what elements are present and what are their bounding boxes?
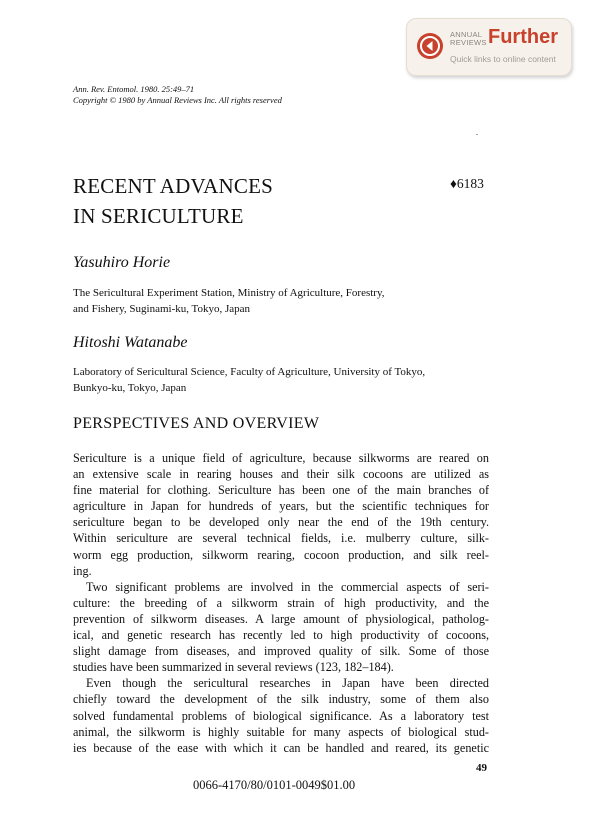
body-text <box>73 450 489 756</box>
body-line: Even though the sericultural researches in Japan have been directed <box>86 676 489 691</box>
body-line: prevention of silkworm diseases. A large amount of physiological, patholog- <box>73 611 489 626</box>
quick-links-label: Quick links to online content <box>450 54 556 64</box>
author-name: Hitoshi Watanabe <box>73 334 188 351</box>
author-name: Yasuhiro Horie <box>73 254 171 271</box>
body-line: agriculture in Japan for hundreds of years, but the scientific techniques for <box>73 499 489 514</box>
body-line: Two significant problems are involved in the commercial aspects of seri- <box>86 579 489 594</box>
body-line: animal, the silkworm is highly suitable for many aspects of biological stud- <box>73 724 489 739</box>
section-heading: PERSPECTIVES AND OVERVIEW <box>73 415 320 432</box>
body-line: sericulture began to be developed only near the end of the 19th century. <box>73 515 489 530</box>
further-badge[interactable] <box>406 18 572 76</box>
body-line: ing. <box>73 563 92 578</box>
footer-code: 0066-4170/80/0101-0049$01.00 <box>193 778 356 792</box>
body-line: ical, and genetic research has recently led to high productivity of cocoons, <box>73 628 489 643</box>
author-affiliation: Laboratory of Sericultural Science, Faculty of Agriculture, University of Tokyo, Bunkyo-ku, Tokyo, Japan <box>73 366 426 394</box>
body-line: ies because of the ease with which it can be handled and reared, its genetic <box>73 740 489 755</box>
article-title <box>73 171 273 231</box>
copyright-line: Copyright © 1980 by Annual Reviews Inc. All rights reserved <box>73 95 282 105</box>
further-label: Further <box>488 26 558 48</box>
body-line: worm egg production, silkworm rearing, cocoon production, and silk reel- <box>73 547 489 562</box>
citation-line: Ann. Rev. Entomol. 1980. 25:49–71 <box>73 84 195 94</box>
body-line: fine material for clothing. Sericulture has been one of the main branches of <box>73 483 489 498</box>
author-affiliation: The Sericultural Experiment Station, Ministry of Agriculture, Forestry, and Fishery, Suginami-ku, Tokyo, Japan <box>73 287 385 315</box>
journal-citation <box>73 84 282 106</box>
title-line: RECENT ADVANCES <box>73 174 274 198</box>
stray-dot: . <box>476 128 478 137</box>
body-line: solved fundamental problems of biological significance. As a laboratory test <box>73 708 489 723</box>
play-circle-icon <box>416 32 444 60</box>
body-line: an extensive scale in rearing houses and their silk cocoons are utilized as <box>73 467 489 482</box>
body-line: slight damage from diseases, and improved quality of silk. Some of those <box>73 644 489 659</box>
title-line: IN SERICULTURE <box>73 204 244 228</box>
body-line: chiefly toward the development of the silk industry, some of them also <box>73 692 489 707</box>
body-line: studies have been summarized in several reviews (123, 182–184). <box>73 660 394 675</box>
page-number: 49 <box>476 762 487 774</box>
body-line: Sericulture is a unique field of agriculture, because silkworms are reared on <box>73 451 489 465</box>
body-line: Within sericulture are several technical fields, i.e. mulberry culture, silk- <box>73 531 489 546</box>
annual-reviews-label: ANNUAL REVIEWS <box>450 30 487 47</box>
article-code: ♦6183 <box>450 176 484 191</box>
body-line: culture: the breeding of a silkworm strain of high productivity, and the <box>73 595 489 610</box>
